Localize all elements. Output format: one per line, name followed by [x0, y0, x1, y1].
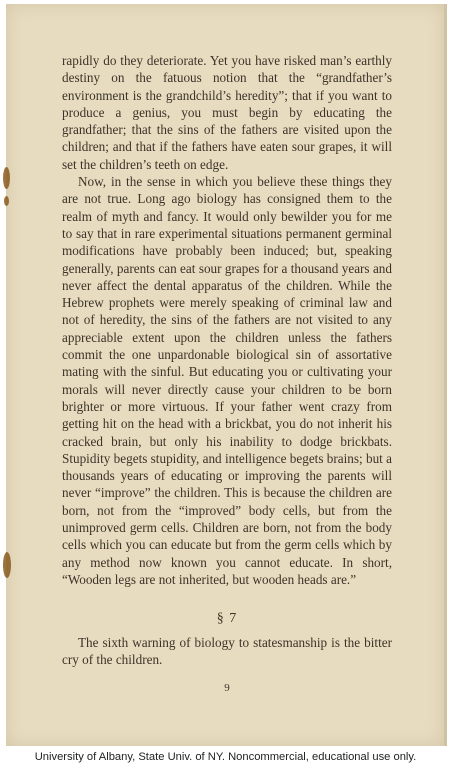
paper-stain [3, 167, 10, 189]
body-paragraph: Now, in the sense in which you believe these things they are not true. Long ago biology has consigned them to the realm of myth and fancy. It would only bewilder you for me to say that in rare experimental situations permanent germinal modifications have probably been induced; but, speaking generally, parents can eat sour grapes for a thousand years and never affect the dental apparatus of the children. While the Hebrew prophets were merely speaking of criminal law and not of heredity, the sins of the fathers are not visited to any appreciable extent upon the children unless the fathers commit the one unpardonable biological sin of assortative mating with the sinful. But educating you or cultivating your morals will never directly cause your children to be born brighter or more virtuous. If your father went crazy from getting hit on the head with a brickbat, you do not inherit his cracked brain, but only his inability to dodge brickbats. Stupidity begets stupidity, and intelligence begets brains; but a thousands years of educating or improving the parents will never “improve” the children. This is because the children are born, not from the “improved” body cells, but from the unimproved germ cells. Children are born, not from the body cells which you can educate but from the germ cells which by any method now known you cannot educate. In short, “Wooden legs are not inherited, but wooden heads are.” [62, 174, 392, 587]
section-heading: § 7 [216, 611, 238, 627]
document-page [6, 4, 447, 746]
page-body [62, 52, 392, 697]
paper-stain [4, 196, 9, 206]
section-paragraph: The sixth warning of biology to statesmanship is the bitter cry of the children. [62, 634, 392, 667]
body-paragraph: rapidly do they deteriorate. Yet you have risked man’s earthly destiny on the fatuous notion that the “grandfather’s environment is the grandchild’s heredity”; that if you want to produce a genius, you must begin by educating the grandfather; that the sins of the fathers are visited upon the children; and that if the fathers have eaten sour grapes, it will set the children’s teeth on edge. [62, 53, 392, 172]
copyright-footer: University of Albany, State Univ. of NY. Noncommercial, educational use only. [34, 751, 417, 763]
page-number: 9 [224, 682, 230, 695]
paper-stain [3, 552, 11, 578]
